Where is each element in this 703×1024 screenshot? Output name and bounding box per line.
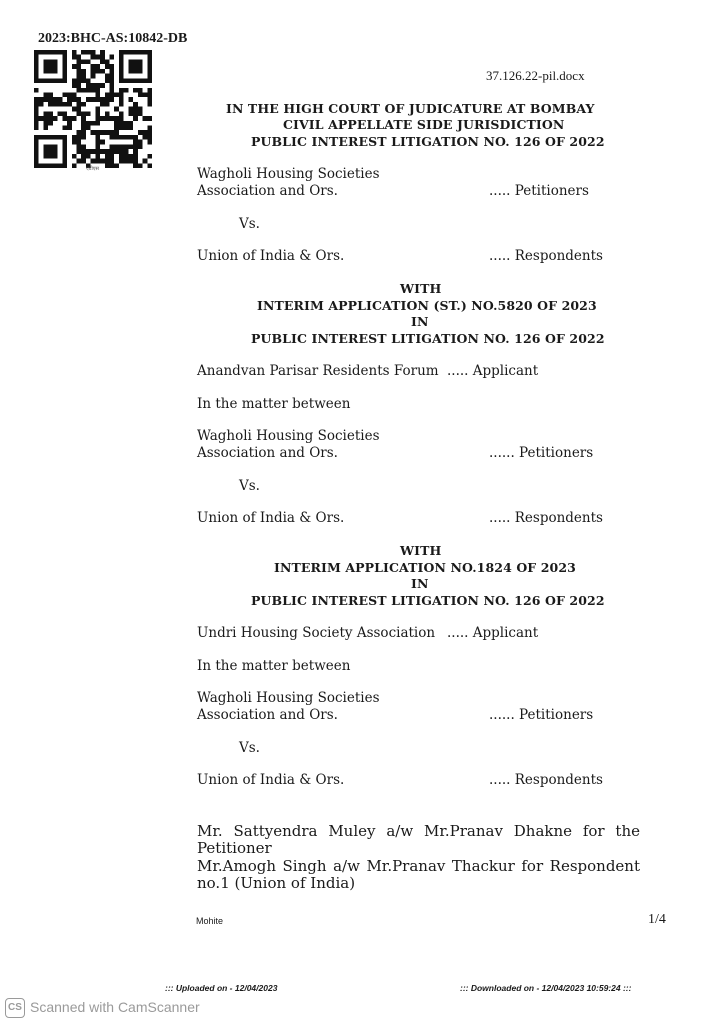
petitioner-counsel: Mr. Sattyendra Muley a/w Mr.Pranav Dhakne for the Petitioner [197, 822, 640, 857]
uploaded-stamp: ::: Uploaded on - 12/04/2023 [165, 983, 278, 993]
in-heading: IN [411, 576, 429, 591]
versus: Vs. [239, 216, 260, 232]
camscanner-watermark: Scanned with CamScanner [30, 999, 200, 1015]
with-heading: WITH [400, 281, 442, 296]
camscanner-logo-icon: CS [5, 998, 25, 1018]
petitioner-role: ...... Petitioners [489, 445, 594, 461]
in-heading: IN [411, 314, 429, 329]
respondent-role: ..... Respondents [489, 772, 603, 788]
downloaded-stamp: ::: Downloaded on - 12/04/2023 10:59:24 ::: [460, 983, 632, 993]
respondent-role: ..... Respondents [489, 248, 603, 264]
with-heading: WITH [400, 543, 442, 558]
petitioner-name: Wagholi Housing Societies [197, 690, 380, 706]
applicant-role: ..... Applicant [447, 625, 539, 641]
pil-number: PUBLIC INTEREST LITIGATION NO. 126 OF 2022 [251, 134, 605, 149]
respondent-name: Union of India & Ors. [197, 510, 345, 526]
matter-between: In the matter between [197, 658, 351, 674]
applicant-role: ..... Applicant [447, 363, 539, 379]
respondent-name: Union of India & Ors. [197, 772, 345, 788]
court-name: IN THE HIGH COURT OF JUDICATURE AT BOMBAY [226, 101, 595, 116]
respondent-name: Union of India & Ors. [197, 248, 345, 264]
pil-number: PUBLIC INTEREST LITIGATION NO. 126 OF 2022 [251, 593, 605, 608]
respondent-counsel: Mr.Amogh Singh a/w Mr.Pranav Thackur for Respondent no.1 (Union of India) [197, 857, 640, 892]
qr-code [34, 50, 152, 168]
applicant-name: Anandvan Parisar Residents Forum [197, 363, 439, 379]
jurisdiction: CIVIL APPELLATE SIDE JURISDICTION [283, 117, 565, 132]
pil-number: PUBLIC INTEREST LITIGATION NO. 126 OF 2022 [251, 331, 605, 346]
neutral-citation: 2023:BHC-AS:10842-DB [38, 31, 188, 46]
ia-title: INTERIM APPLICATION (ST.) NO.5820 OF 2023 [257, 298, 597, 313]
petitioner-name-cont: Association and Ors. [197, 707, 338, 723]
versus: Vs. [239, 478, 260, 494]
applicant-name: Undri Housing Society Association [197, 625, 436, 641]
versus: Vs. [239, 740, 260, 756]
qr-caption: एडीएस [86, 166, 99, 172]
petitioner-role: ..... Petitioners [489, 183, 589, 199]
petitioner-role: ...... Petitioners [489, 707, 594, 723]
respondent-role: ..... Respondents [489, 510, 603, 526]
petitioner-name: Wagholi Housing Societies [197, 428, 380, 444]
page-number: 1/4 [648, 912, 666, 927]
matter-between: In the matter between [197, 396, 351, 412]
petitioner-name: Wagholi Housing Societies [197, 166, 380, 182]
petitioner-name-cont: Association and Ors. [197, 445, 338, 461]
document-filename: 37.126.22-pil.docx [486, 68, 585, 83]
petitioner-name-cont: Association and Ors. [197, 183, 338, 199]
ia-title: INTERIM APPLICATION NO.1824 OF 2023 [274, 560, 576, 575]
author-initials: Mohite [196, 916, 224, 926]
